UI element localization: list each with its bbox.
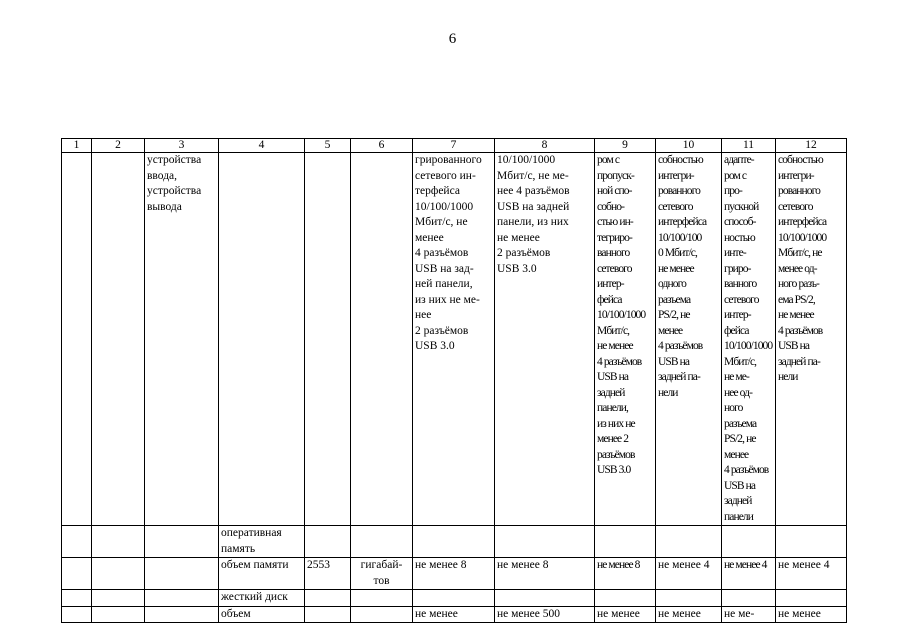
table-cell [413, 526, 495, 558]
table-cell-value: грированного сетевого ин- терфейса 10/100/1000 Мбит/с, не менее 4 разъёмов USB на зад- ней панели, из них не ме- нее 2 разъёмов USB 3.0 [413, 153, 495, 526]
table-cell-value: не менее 4 [776, 558, 847, 590]
table-cell-value: не менее 4 [656, 558, 722, 590]
table-row-io-devices [62, 153, 847, 526]
table-cell [656, 526, 722, 558]
table-cell-value: ром с пропуск- ной спо- собно- стью ин- тегриро- ванного сетевого интер- фейса 10/100/1000 Мбит/с, не менее 4 разъёмов USB на задней панели, из них не менее 2 разъёмов USB 3.0 [595, 153, 656, 526]
table-cell [92, 558, 145, 590]
table-cell-value: не менее 8 [413, 558, 495, 590]
table-cell-volume-label: объем [219, 606, 305, 623]
table-cell [219, 153, 305, 526]
column-number: 11 [722, 139, 776, 153]
column-number: 6 [351, 139, 413, 153]
table-cell-ram-label: оперативная память [219, 526, 305, 558]
column-number-row [62, 139, 847, 153]
table-row-hdd [62, 590, 847, 607]
table-cell-value: не менее [776, 606, 847, 623]
column-number: 12 [776, 139, 847, 153]
table-row-hdd-volume [62, 606, 847, 623]
table-cell [62, 590, 92, 607]
table-cell [656, 590, 722, 607]
table-cell-value: адапте- ром с про- пускной способ- ностью инте- гриро- ванного сетевого интер- фейса 10/100/1000 Мбит/с, не ме- нее од- ного разъема PS/2, не менее 4 разъёмов USB на задней панели [722, 153, 776, 526]
table-cell-io-devices: устройства ввода, устройства вывода [145, 153, 219, 526]
table-cell-value: не менее 500 [495, 606, 595, 623]
table-cell [62, 153, 92, 526]
column-number: 10 [656, 139, 722, 153]
column-number: 5 [305, 139, 351, 153]
table-cell [351, 590, 413, 607]
column-number: 1 [62, 139, 92, 153]
table-cell-hdd-label: жесткий диск [219, 590, 305, 607]
table-cell-value: не менее [595, 606, 656, 623]
table-cell [305, 153, 351, 526]
column-number: 7 [413, 139, 495, 153]
table-cell [145, 590, 219, 607]
table-cell [351, 526, 413, 558]
table-cell [776, 526, 847, 558]
table-cell-unit-name: гигабай- тов [351, 558, 413, 590]
table-cell [351, 153, 413, 526]
table-cell [495, 526, 595, 558]
table-cell-value: не ме- [722, 606, 776, 623]
table-cell [305, 526, 351, 558]
table-cell [351, 606, 413, 623]
page-number: 6 [448, 31, 457, 47]
table-cell [595, 590, 656, 607]
column-number: 8 [495, 139, 595, 153]
table-cell [776, 590, 847, 607]
table-cell [722, 526, 776, 558]
table-cell-value: не менее [656, 606, 722, 623]
table-cell [92, 153, 145, 526]
table-cell-memory-label: объем памяти [219, 558, 305, 590]
column-number: 2 [92, 139, 145, 153]
table-cell [62, 606, 92, 623]
table-row-ram [62, 526, 847, 558]
table-cell [305, 590, 351, 607]
table-cell [145, 606, 219, 623]
table-cell [145, 526, 219, 558]
table-cell [92, 606, 145, 623]
table-cell [92, 526, 145, 558]
specification-table [61, 138, 847, 623]
table-cell [595, 526, 656, 558]
table-cell [305, 606, 351, 623]
column-number: 3 [145, 139, 219, 153]
table-cell-value: не менее 4 [722, 558, 776, 590]
table-row-memory-volume [62, 558, 847, 590]
table-cell [145, 558, 219, 590]
column-number: 4 [219, 139, 305, 153]
table-cell-value: не менее [413, 606, 495, 623]
table-cell-value: 10/100/1000 Мбит/с, не ме- нее 4 разъёмов USB на задней панели, из них не менее 2 разъёмов USB 3.0 [495, 153, 595, 526]
table-cell [92, 590, 145, 607]
table-cell [62, 558, 92, 590]
table-cell-value: не менее 8 [495, 558, 595, 590]
table-cell [413, 590, 495, 607]
table-cell-value: собностью интегри- рованного сетевого интерфейса 10/100/1000 Мбит/с, не менее од- ного разъ- ема PS/2, не менее 4 разъёмов USB на задней па- нели [776, 153, 847, 526]
table-cell [62, 526, 92, 558]
table-cell [722, 590, 776, 607]
table-cell-value: не менее 8 [595, 558, 656, 590]
table-cell-unit-code: 2553 [305, 558, 351, 590]
table-cell [495, 590, 595, 607]
column-number: 9 [595, 139, 656, 153]
table-cell-value: собностью интегри- рованного сетевого интерфейса 10/100/100 0 Мбит/с, не менее одного разъема PS/2, не менее 4 разъёмов USB на задней па- нели [656, 153, 722, 526]
